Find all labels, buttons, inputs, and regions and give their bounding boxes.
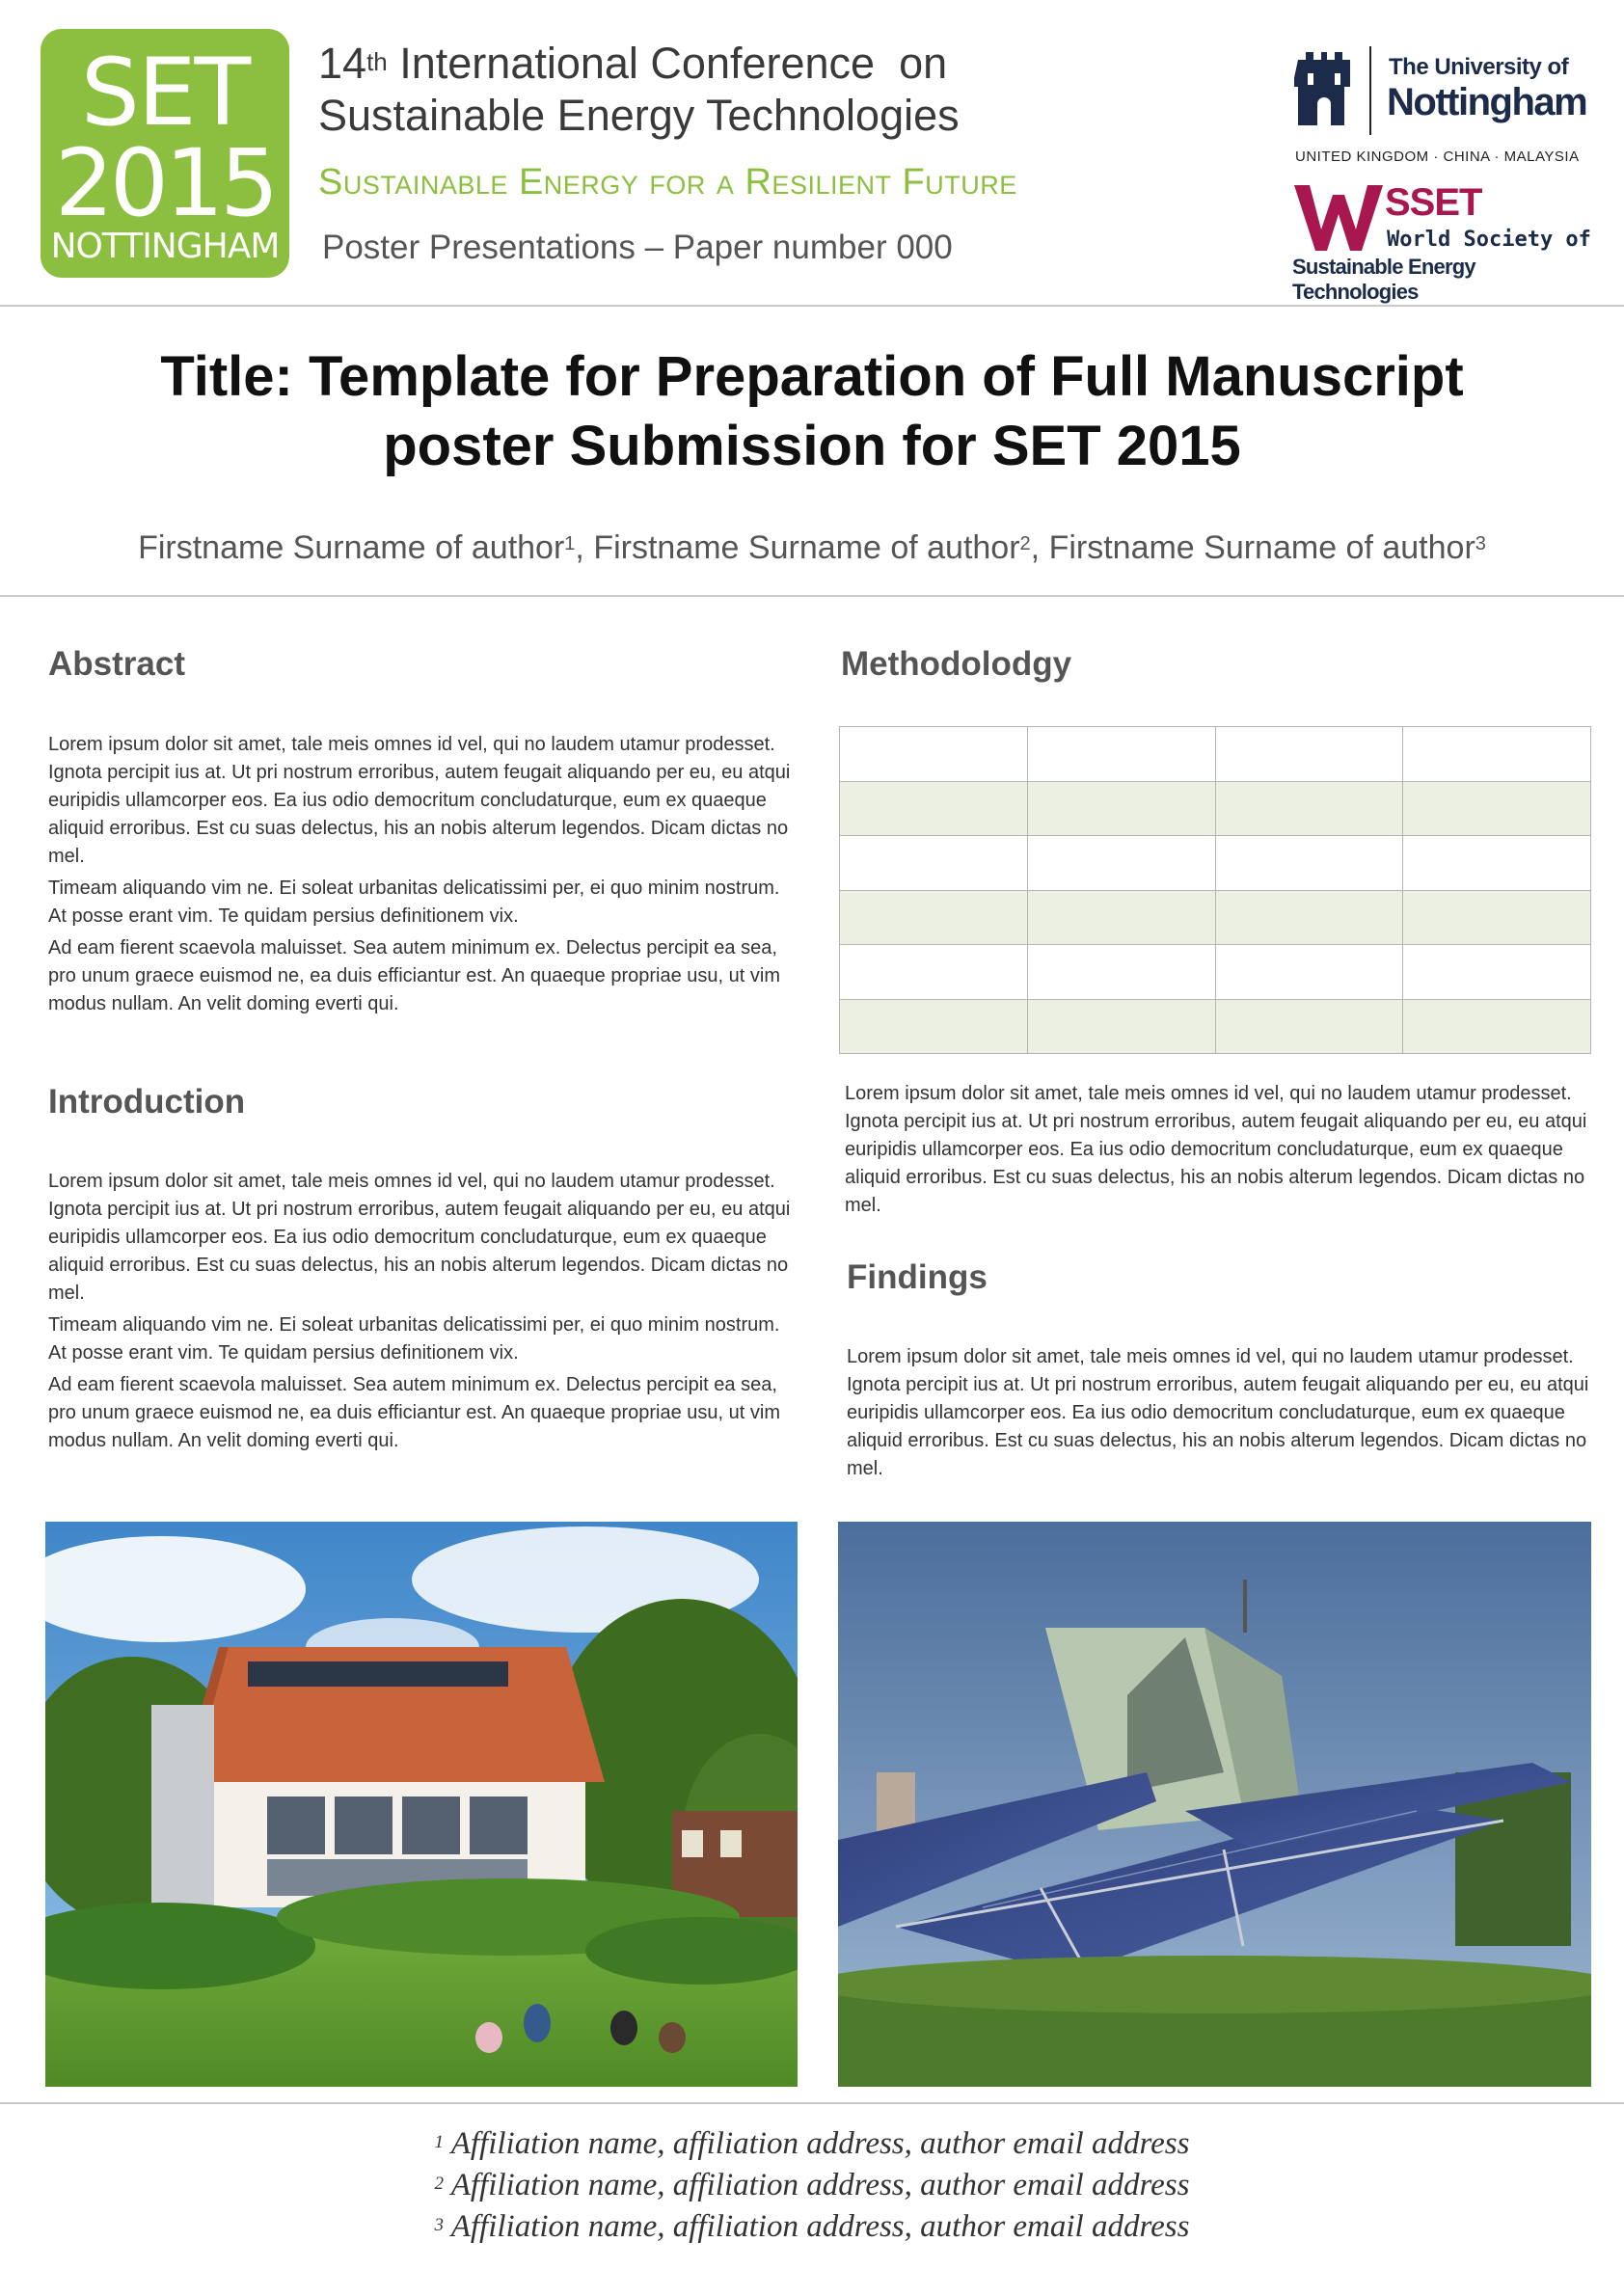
table-row — [840, 781, 1591, 836]
solar-panels-illustration — [838, 1522, 1591, 2087]
solar-panels-photo — [838, 1522, 1591, 2087]
methodology-heading: Methodolodgy — [841, 645, 1072, 683]
author-affiliation-mark: 1 — [564, 533, 576, 554]
conference-title-line2: Sustainable Energy Technologies — [318, 91, 960, 140]
affiliation-number: 1 — [434, 2132, 445, 2152]
castle-tower-icon — [1294, 50, 1354, 133]
wsset-name-line1: World Society of — [1387, 228, 1591, 252]
introduction-heading: Introduction — [48, 1083, 246, 1121]
table-cell — [1215, 945, 1403, 1000]
wsset-w-mark-icon — [1292, 181, 1385, 253]
university-countries: UNITED KINGDOM · CHINA · MALAYSIA — [1295, 149, 1580, 165]
table-row — [840, 945, 1591, 1000]
introduction-paragraph: Lorem ipsum dolor sit amet, tale meis omnes id vel, qui no laudem utamur prodesset. Ignota percipit ius at. Ut pri nostrum erroribus, autem feugait aliquando per eu, eu atqui euripidis ullamcorper eos. Ea ius odio democritum concludaturque, eum ex quaeque aliquid erroribus. Est cu suas delectus, his an nobis alterum legendos. Dicam dictas no mel. — [48, 1171, 791, 1304]
conference-subtitle: Sustainable Energy for a Resilient Future — [318, 162, 1017, 203]
poster-header — [0, 0, 1624, 307]
findings-heading: Findings — [847, 1258, 988, 1296]
affiliation-number: 2 — [434, 2174, 445, 2194]
author-name: Firstname Surname of author — [138, 529, 565, 566]
author-affiliation-mark: 2 — [1019, 533, 1031, 554]
abstract-paragraph: Ad eam fierent scaevola maluisset. Sea autem minimum ex. Delectus percipit ea sea, pro unum graece euismod ne, ea duis efficiantur est. An quaeque propriae usu, ut vim modus nullam. An velit doming everti qui. — [48, 937, 780, 1014]
table-cell — [1215, 890, 1403, 945]
table-cell — [840, 999, 1028, 1054]
title-divider — [0, 595, 1624, 597]
set-2015-logo — [41, 29, 289, 278]
author-affiliation-mark: 3 — [1475, 533, 1486, 554]
eco-house-illustration — [45, 1522, 798, 2087]
wsset-logo — [1292, 181, 1601, 304]
abstract-heading: Abstract — [48, 645, 185, 683]
university-name-line1: The University of — [1389, 54, 1569, 80]
abstract-paragraph: Lorem ipsum dolor sit amet, tale meis omnes id vel, qui no laudem utamur prodesset. Ignota percipit ius at. Ut pri nostrum erroribus, autem feugait aliquando per eu, eu atqui euripidis ullamcorper eos. Ea ius odio democritum concludaturque, eum ex quaeque aliquid erroribus. Est cu suas delectus, his an nobis alterum legendos. Dicam dictas no mel. — [48, 734, 791, 867]
table-cell — [840, 781, 1028, 836]
logo-line-set: SET — [80, 39, 250, 147]
methodology-paragraph: Lorem ipsum dolor sit amet, tale meis omnes id vel, qui no laudem utamur prodesset. Ignota percipit ius at. Ut pri nostrum erroribus, autem feugait aliquando per eu, eu atqui euripidis ullamcorper eos. Ea ius odio democritum concludaturque, eum ex quaeque aliquid erroribus. Est cu suas delectus, his an nobis alterum legendos. Dicam dictas no mel. — [845, 1083, 1587, 1216]
table-cell — [1215, 836, 1403, 891]
table-row — [840, 999, 1591, 1054]
table-cell — [840, 836, 1028, 891]
eco-house-photo — [45, 1522, 798, 2087]
footer-divider — [0, 2102, 1624, 2104]
affiliation-text: Affiliation name, affiliation address, author email address — [450, 2168, 1190, 2202]
methodology-body — [845, 1080, 1587, 1224]
conference-ordinal-suffix: th — [366, 47, 388, 76]
author-name: Firstname Surname of author — [1048, 529, 1475, 566]
university-of-nottingham-logo — [1292, 46, 1591, 133]
table-cell — [1215, 999, 1403, 1054]
affiliation-number: 3 — [434, 2215, 445, 2235]
table-cell — [1027, 836, 1215, 891]
wsset-acronym: SSET — [1385, 181, 1482, 224]
table-cell — [1403, 945, 1591, 1000]
table-row — [840, 836, 1591, 891]
findings-body — [847, 1343, 1589, 1487]
author-separator: , — [575, 529, 594, 566]
table-cell — [840, 890, 1028, 945]
table-cell — [1027, 727, 1215, 782]
abstract-body — [48, 731, 791, 1022]
introduction-body — [48, 1168, 791, 1459]
abstract-paragraph: Timeam aliquando vim ne. Ei soleat urbanitas delicatissimi per, ei quo minim nostrum. At posse erant vim. Te quidam persius definitionem vix. — [48, 878, 780, 927]
conference-title-rest: International Conference on — [387, 39, 948, 88]
table-cell — [1215, 781, 1403, 836]
introduction-paragraph: Ad eam fierent scaevola maluisset. Sea autem minimum ex. Delectus percipit ea sea, pro unum graece euismod ne, ea duis efficiantur est. An quaeque propriae usu, ut vim modus nullam. An velit doming everti qui. — [48, 1374, 780, 1451]
affiliations-footer — [0, 2123, 1624, 2248]
conference-number: 14 — [318, 39, 367, 88]
logo-divider — [1369, 46, 1371, 135]
wsset-name-line2: Sustainable Energy Technologies — [1292, 255, 1475, 304]
author-name: Firstname Surname of author — [593, 529, 1020, 566]
table-cell — [1027, 945, 1215, 1000]
affiliation-text: Affiliation name, affiliation address, author email address — [450, 2209, 1190, 2244]
findings-paragraph: Lorem ipsum dolor sit amet, tale meis omnes id vel, qui no laudem utamur prodesset. Ignota percipit ius at. Ut pri nostrum erroribus, autem feugait aliquando per eu, eu atqui euripidis ullamcorper eos. Ea ius odio democritum concludaturque, eum ex quaeque aliquid erroribus. Est cu suas delectus, his an nobis alterum legendos. Dicam dictas no mel. — [847, 1346, 1589, 1479]
conference-title — [318, 39, 947, 89]
table-row — [840, 727, 1591, 782]
author-separator: , — [1030, 529, 1049, 566]
methodology-table — [839, 726, 1591, 1054]
poster-paper-number: Poster Presentations – Paper number 000 — [322, 229, 953, 266]
table-cell — [1027, 999, 1215, 1054]
table-cell — [1403, 781, 1591, 836]
poster-title: Title: Template for Preparation of Full Manuscript poster Submission for SET 2015 — [160, 345, 1464, 477]
table-cell — [1403, 890, 1591, 945]
table-cell — [840, 727, 1028, 782]
table-cell — [840, 945, 1028, 1000]
table-cell — [1215, 727, 1403, 782]
table-cell — [1403, 999, 1591, 1054]
affiliation-line — [0, 2206, 1624, 2248]
university-name-line2: Nottingham — [1387, 81, 1587, 123]
table-cell — [1027, 890, 1215, 945]
logo-line-year: 2015 — [54, 129, 276, 237]
introduction-paragraph: Timeam aliquando vim ne. Ei soleat urbanitas delicatissimi per, ei quo minim nostrum. At posse erant vim. Te quidam persius definitionem vix. — [48, 1314, 780, 1364]
table-row — [840, 890, 1591, 945]
table-cell — [1027, 781, 1215, 836]
header-divider — [0, 305, 1624, 307]
affiliation-line — [0, 2123, 1624, 2165]
affiliation-text: Affiliation name, affiliation address, author email address — [450, 2126, 1190, 2161]
affiliation-line — [0, 2165, 1624, 2206]
table-cell — [1403, 727, 1591, 782]
logo-line-city: NOTTINGHAM — [50, 227, 280, 266]
table-cell — [1403, 836, 1591, 891]
author-list — [0, 527, 1624, 568]
